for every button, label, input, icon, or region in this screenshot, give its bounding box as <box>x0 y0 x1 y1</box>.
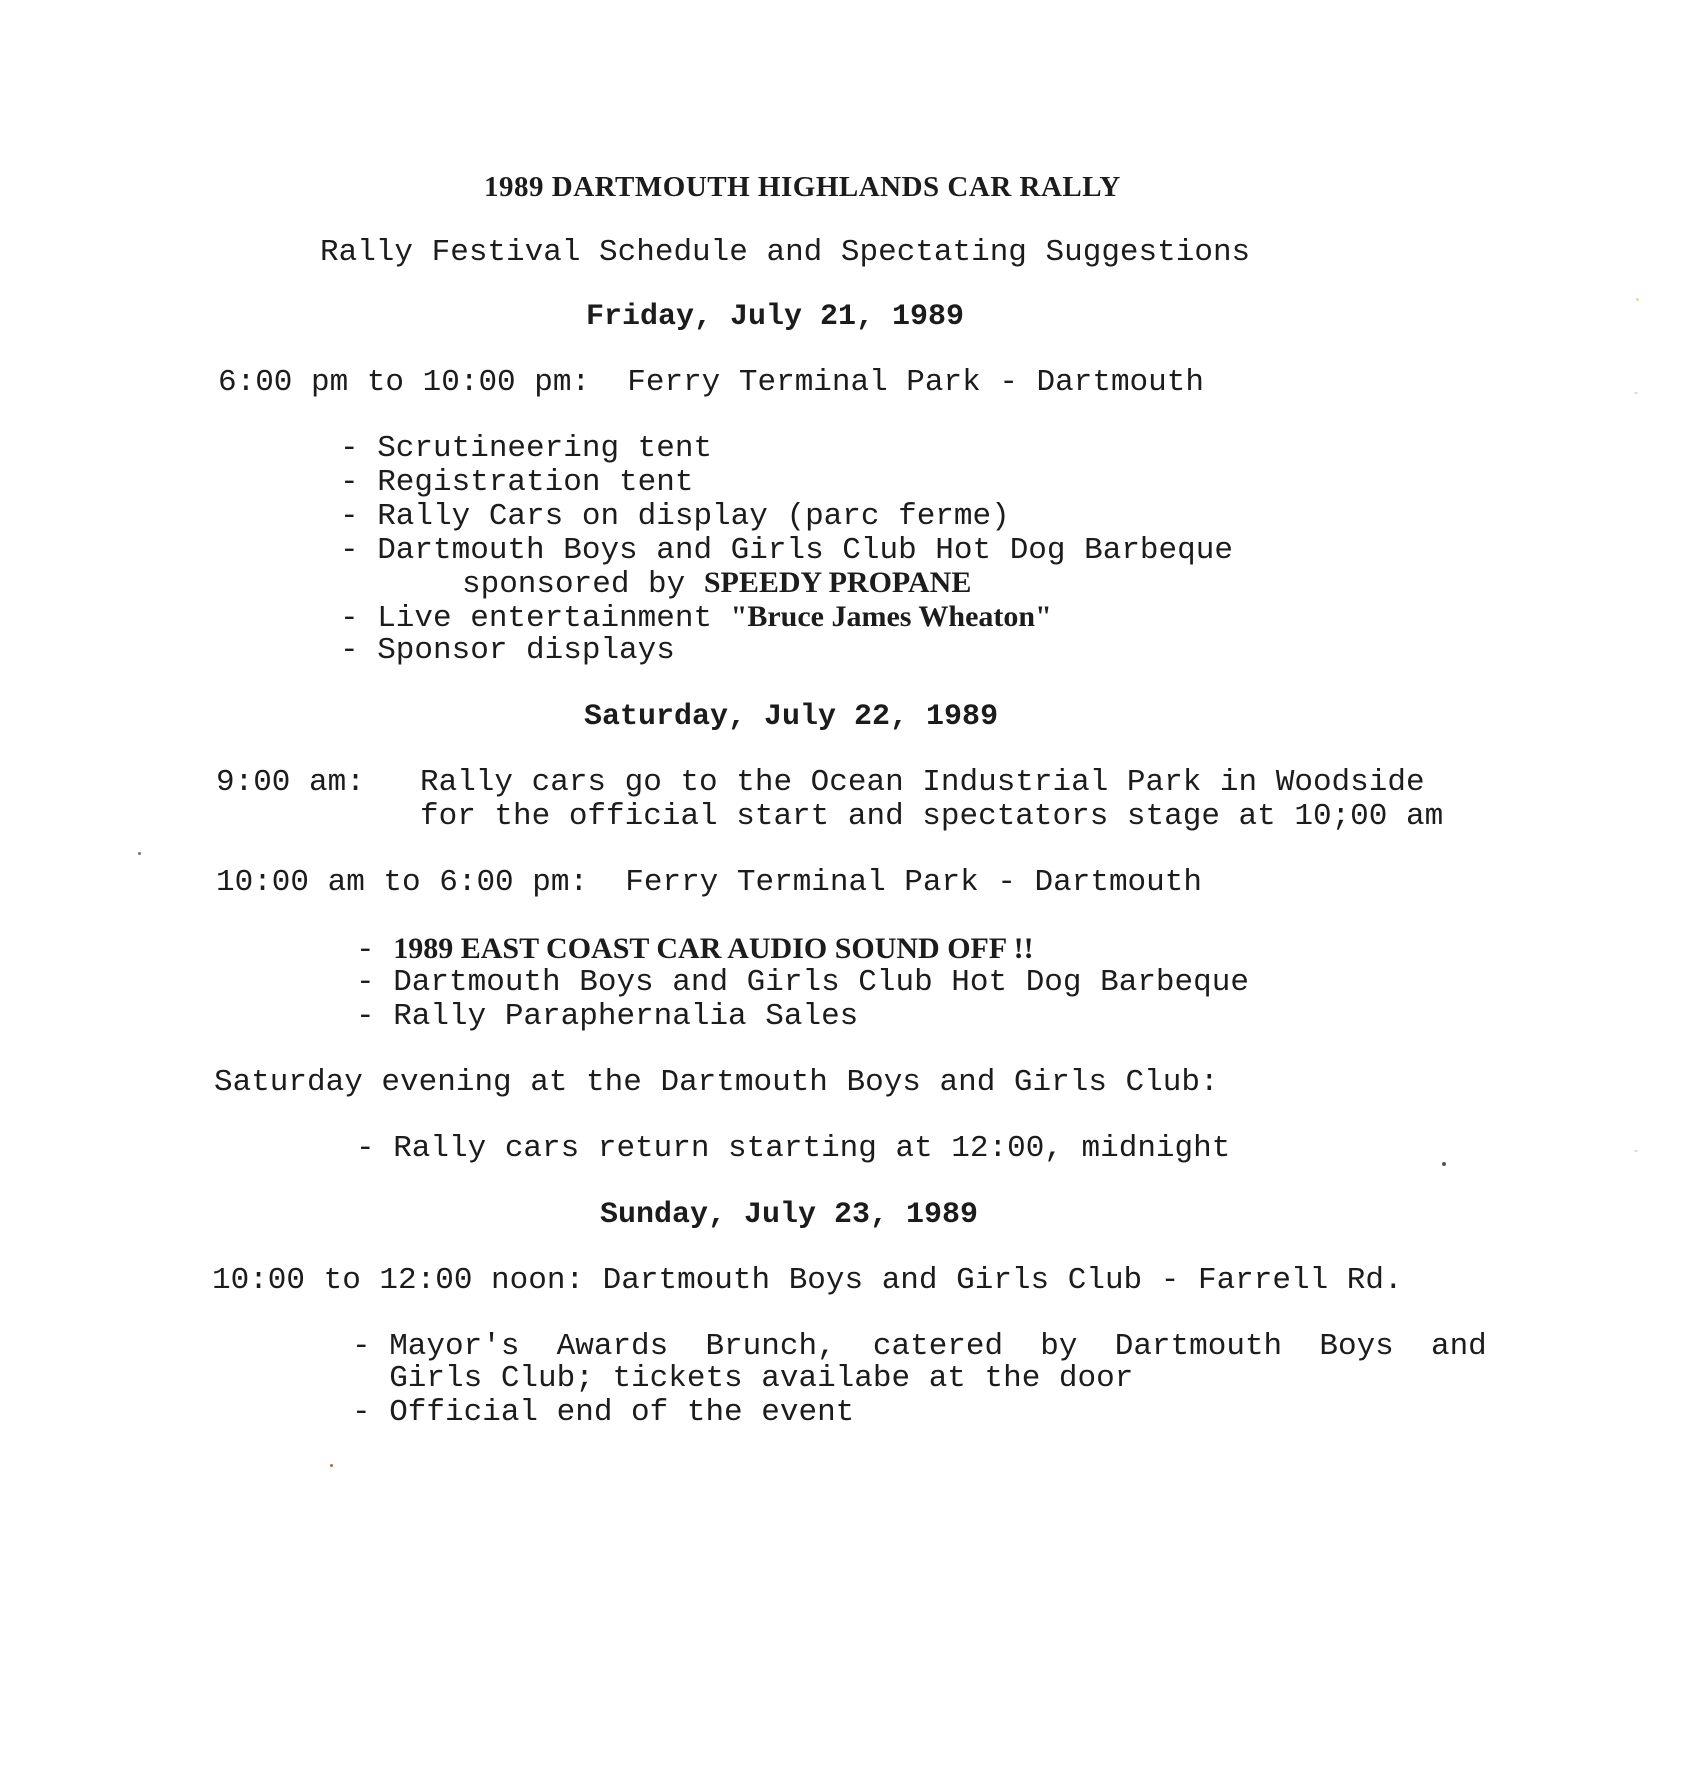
entertainment-name: "Bruce James Wheaton" <box>730 600 1052 633</box>
entertainment-prefix: - Live entertainment <box>340 601 731 636</box>
sunday-heading: Sunday, July 23, 1989 <box>600 1198 979 1232</box>
saturday-item: - Dartmouth Boys and Girls Club Hot Dog Barbeque <box>356 965 1249 1000</box>
saturday-start-time: 9:00 am: <box>216 765 365 800</box>
friday-heading: Friday, July 21, 1989 <box>586 300 965 334</box>
soundoff-name: 1989 EAST COAST CAR AUDIO SOUND OFF !! <box>393 932 1034 965</box>
saturday-evening: Saturday evening at the Dartmouth Boys and Girls Club: <box>214 1065 1219 1100</box>
friday-item: - Scrutineering tent <box>340 431 713 466</box>
scan-speck <box>138 852 141 855</box>
document-subtitle: Rally Festival Schedule and Spectating Suggestions <box>320 235 1251 270</box>
sunday-item: - Official end of the event <box>352 1395 855 1430</box>
friday-time-location: 6:00 pm to 10:00 pm: Ferry Terminal Park - Dartmouth <box>218 365 1204 400</box>
saturday-start-line: for the official start and spectators stage at 10;00 am <box>420 799 1444 834</box>
scan-speck <box>1634 1150 1638 1152</box>
friday-item: - Registration tent <box>340 465 694 500</box>
saturday-heading: Saturday, July 22, 1989 <box>584 700 999 734</box>
sunday-time-location: 10:00 to 12:00 noon: Dartmouth Boys and Girls Club - Farrell Rd. <box>212 1263 1403 1298</box>
friday-entertainment-line <box>340 600 1052 636</box>
sunday-brunch-line: - Mayor's Awards Brunch, catered by Dartmouth Boys and <box>352 1329 1487 1364</box>
document-title: 1989 DARTMOUTH HIGHLANDS CAR RALLY <box>484 171 1121 203</box>
friday-item: - Sponsor displays <box>340 633 675 668</box>
scan-speck <box>1442 1162 1446 1166</box>
friday-item: - Rally Cars on display (parc ferme) <box>340 499 1010 534</box>
saturday-evening-item: - Rally cars return starting at 12:00, midnight <box>356 1131 1231 1166</box>
scan-speck <box>1636 298 1639 301</box>
saturday-item: - Rally Paraphernalia Sales <box>356 999 859 1034</box>
soundoff-prefix: - <box>356 933 394 968</box>
saturday-start-line: Rally cars go to the Ocean Industrial Park in Woodside <box>420 765 1425 800</box>
saturday-time-location: 10:00 am to 6:00 pm: Ferry Terminal Park - Dartmouth <box>216 865 1202 900</box>
friday-item: - Dartmouth Boys and Girls Club Hot Dog Barbeque <box>340 533 1233 568</box>
saturday-soundoff-line <box>356 932 1034 968</box>
sponsor-name: SPEEDY PROPANE <box>703 566 972 599</box>
scan-speck <box>1634 392 1638 394</box>
sunday-brunch-line: Girls Club; tickets availabe at the door <box>352 1361 1134 1396</box>
sponsor-prefix: sponsored by <box>462 567 704 602</box>
scan-speck <box>330 1464 333 1467</box>
friday-sponsor-line <box>462 566 971 602</box>
